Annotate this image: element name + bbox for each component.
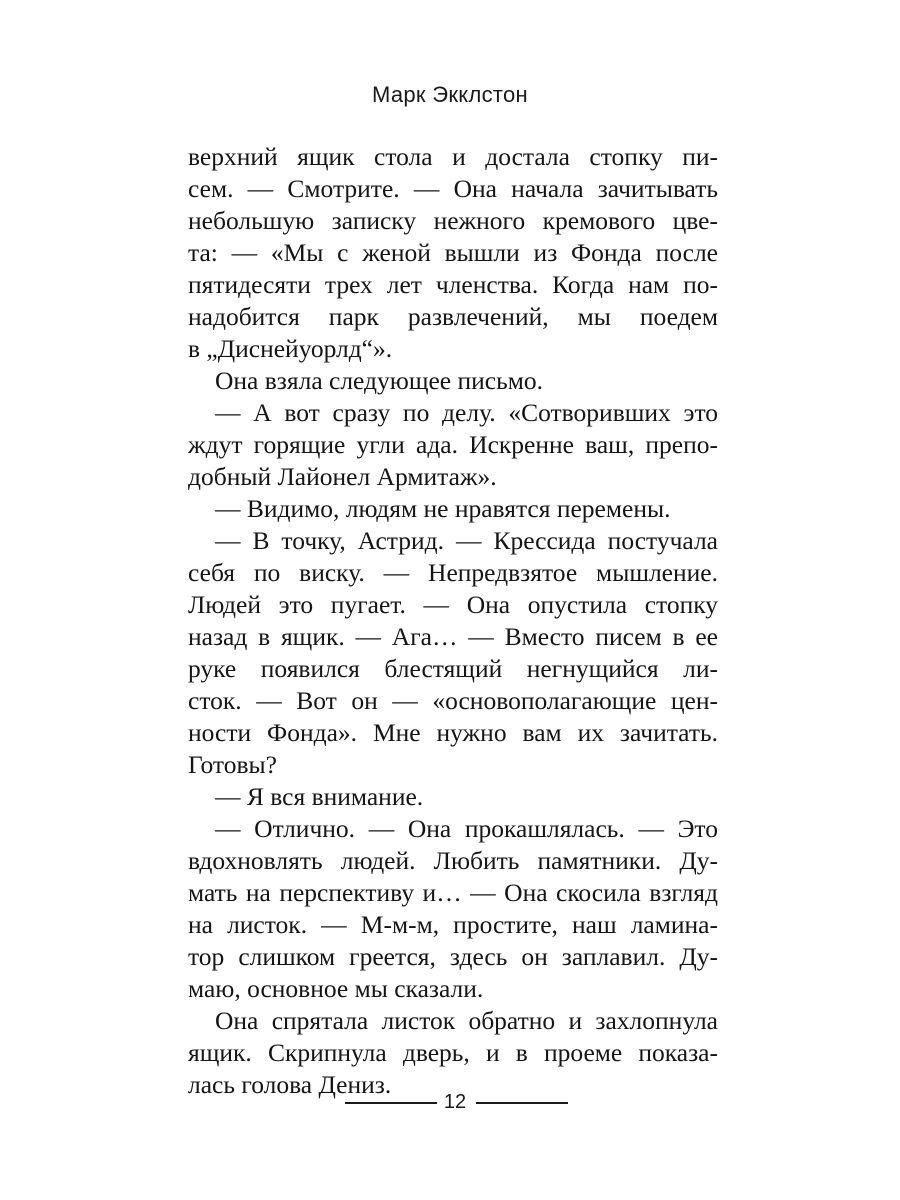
- text-line: маю, основное мы сказали.: [188, 974, 484, 1003]
- text-line: ящик. Скрипнула дверь, и в проеме показа-: [188, 1038, 718, 1067]
- page-footer: [0, 1090, 900, 1114]
- paragraph: [188, 525, 718, 781]
- paragraph: [188, 813, 718, 1005]
- text-line: пятидесяти трех лет членства. Когда нам по-: [188, 270, 718, 299]
- text-line: небольшую записку нежного кремового цве-: [188, 206, 718, 235]
- text-line: вдохновлять людей. Любить памятники. Ду-: [188, 846, 718, 875]
- text-line: верхний ящик стола и достала стопку пи-: [188, 142, 718, 171]
- text-line: руке появился блестящий негнущийся ли-: [188, 654, 718, 683]
- text-line: назад в ящик. — Ага… — Вместо писем в ее: [188, 622, 718, 651]
- text-line: Готовы?: [188, 750, 277, 779]
- paragraph: [188, 365, 718, 397]
- text-line: сем. — Смотрите. — Она начала зачитывать: [188, 174, 718, 203]
- text-line: — Отлично. — Она прокашлялась. — Это: [215, 814, 718, 843]
- text-line: ности Фонда». Мне нужно вам их зачитать.: [188, 718, 718, 747]
- footer-rule-left: [345, 1102, 437, 1104]
- paragraph: [188, 141, 718, 365]
- paragraph: [188, 397, 718, 493]
- text-line: лась голова Дениз.: [188, 1070, 392, 1099]
- text-line: та: — «Мы с женой вышли из Фонда после: [188, 238, 718, 267]
- paragraph: [188, 493, 718, 525]
- body-text: [188, 141, 718, 1101]
- text-line: мать на перспективу и… — Она скосила взгляд: [188, 878, 718, 907]
- text-line: — Видимо, людям не нравятся перемены.: [215, 494, 671, 523]
- text-line: себя по виску. — Непредвзятое мышление.: [188, 558, 718, 587]
- text-line: добный Лайонел Армитаж».: [188, 462, 497, 491]
- text-line: в „Диснейуорлд“».: [188, 334, 393, 363]
- text-line: ждут горящие угли ада. Искренне ваш, препо-: [188, 430, 718, 459]
- text-line: — Я вся внимание.: [215, 782, 424, 811]
- text-line: надобится парк развлечений, мы поедем: [188, 302, 718, 331]
- text-line: тор слишком греется, здесь он заплавил. Ду-: [188, 942, 718, 971]
- footer-rule-right: [476, 1102, 568, 1104]
- text-line: — В точку, Астрид. — Крессида постучала: [215, 526, 718, 555]
- text-line: сток. — Вот он — «основополагающие цен-: [188, 686, 718, 715]
- text-line: Она спрятала листок обратно и захлопнула: [215, 1006, 718, 1035]
- text-line: Людей это пугает. — Она опустила стопку: [188, 590, 718, 619]
- text-line: — А вот сразу по делу. «Сотворивших это: [215, 398, 718, 427]
- text-line: на листок. — М-м-м, простите, наш ламина-: [188, 910, 718, 939]
- paragraph: [188, 1005, 718, 1101]
- page-number: 12: [443, 1091, 467, 1113]
- paragraph: [188, 781, 718, 813]
- text-line: Она взяла следующее письмо.: [215, 366, 543, 395]
- running-head: Марк Экклстон: [371, 82, 529, 107]
